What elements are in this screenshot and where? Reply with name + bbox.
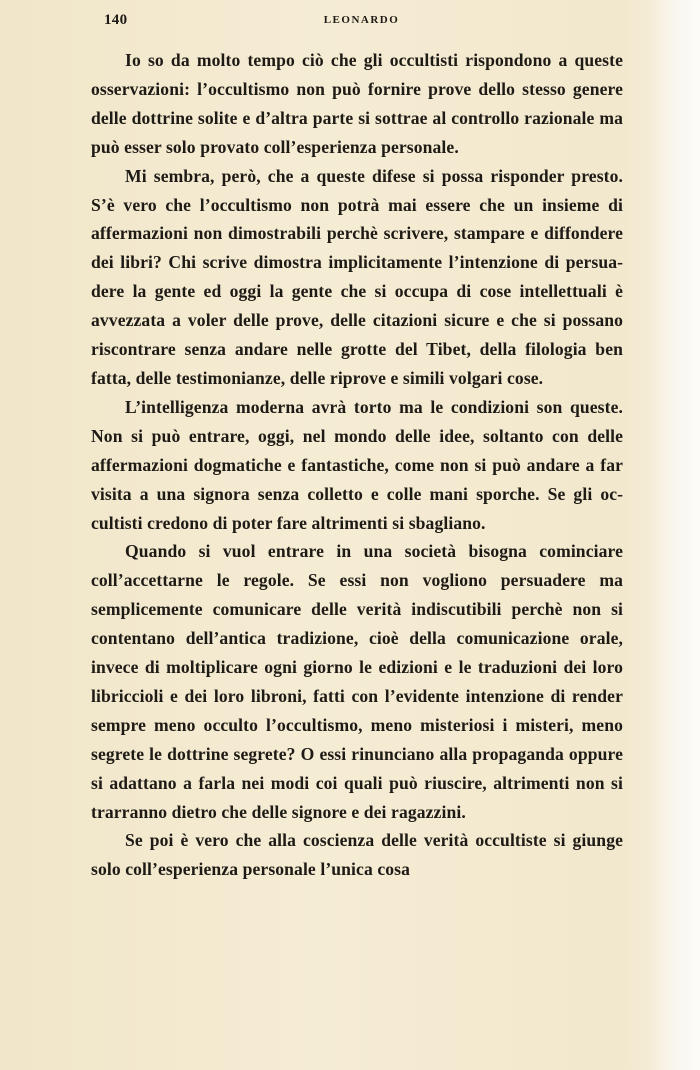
paragraph-3: L’intelligenza moderna avrà torto ma le condizioni son queste. Non si può entrare, oggi, nel mondo delle idee, soltanto con delle affermazioni dogmatiche e fantastiche, come non si può andare a far visita a una signora senza colletto e colle mani sporche. Se gli occultisti credono di poter fare altrimenti si sbagliano.: [91, 396, 623, 533]
paragraph-1: Io so da molto tempo ciò che gli occultisti rispondono a queste osservazioni: l’occultismo non può fornire prove dello stesso genere delle dottrine solite e d’altra parte si sottrae al controllo razionale ma può esser solo provato coll’esperienza personale.: [91, 50, 623, 157]
page-edge-shadow: [648, 0, 700, 1070]
page-header: [104, 12, 619, 32]
paragraph-2: Mi sembra, però, che a queste difese si possa risponder presto. S’è vero che l’occultismo non potrà mai essere che un insieme di affermazioni non dimostrabili perchè scrivere, stampare e diffondere dei libri? Chi scrive dimostra implicitamente l’intenzione di persuadere la gente ed oggi la gente che si occupa di cose intellettuali è avvezzata a voler delle prove, delle citazioni sicure e che si possano riscontrare senza andare nelle grotte del Tibet, della filologia ben fatta, delle testimonianze, delle riprove e simili volgari cose.: [91, 165, 623, 388]
body-text: [91, 46, 623, 884]
running-head: LEONARDO: [323, 14, 400, 26]
page-number: 140: [104, 12, 128, 28]
paragraph-4: Quando si vuol entrare in una società bisogna cominciare coll’accettarne le regole. Se essi non vogliono persuadere ma semplicemente comunicare delle verità indiscutibili perchè non si contentano dell’antica tradizione, cioè della comunicazione orale, invece di moltiplicare ogni giorno le edizioni e le traduzioni dei loro libriccioli e dei loro libroni, fatti con l’evidente intenzione di render sempre meno occulto l’occultismo, meno misteriosi i misteri, meno segrete le dottrine segrete? O essi rinunciano alla propaganda oppure si adattano a farla nei modi coi quali può riuscire, altrimenti non si trarranno dietro che delle signore e dei ragazzini.: [91, 541, 623, 822]
paragraph-5: Se poi è vero che alla coscienza delle verità occultiste si giunge solo coll’esperienza personale l’unica cosa: [91, 830, 623, 880]
